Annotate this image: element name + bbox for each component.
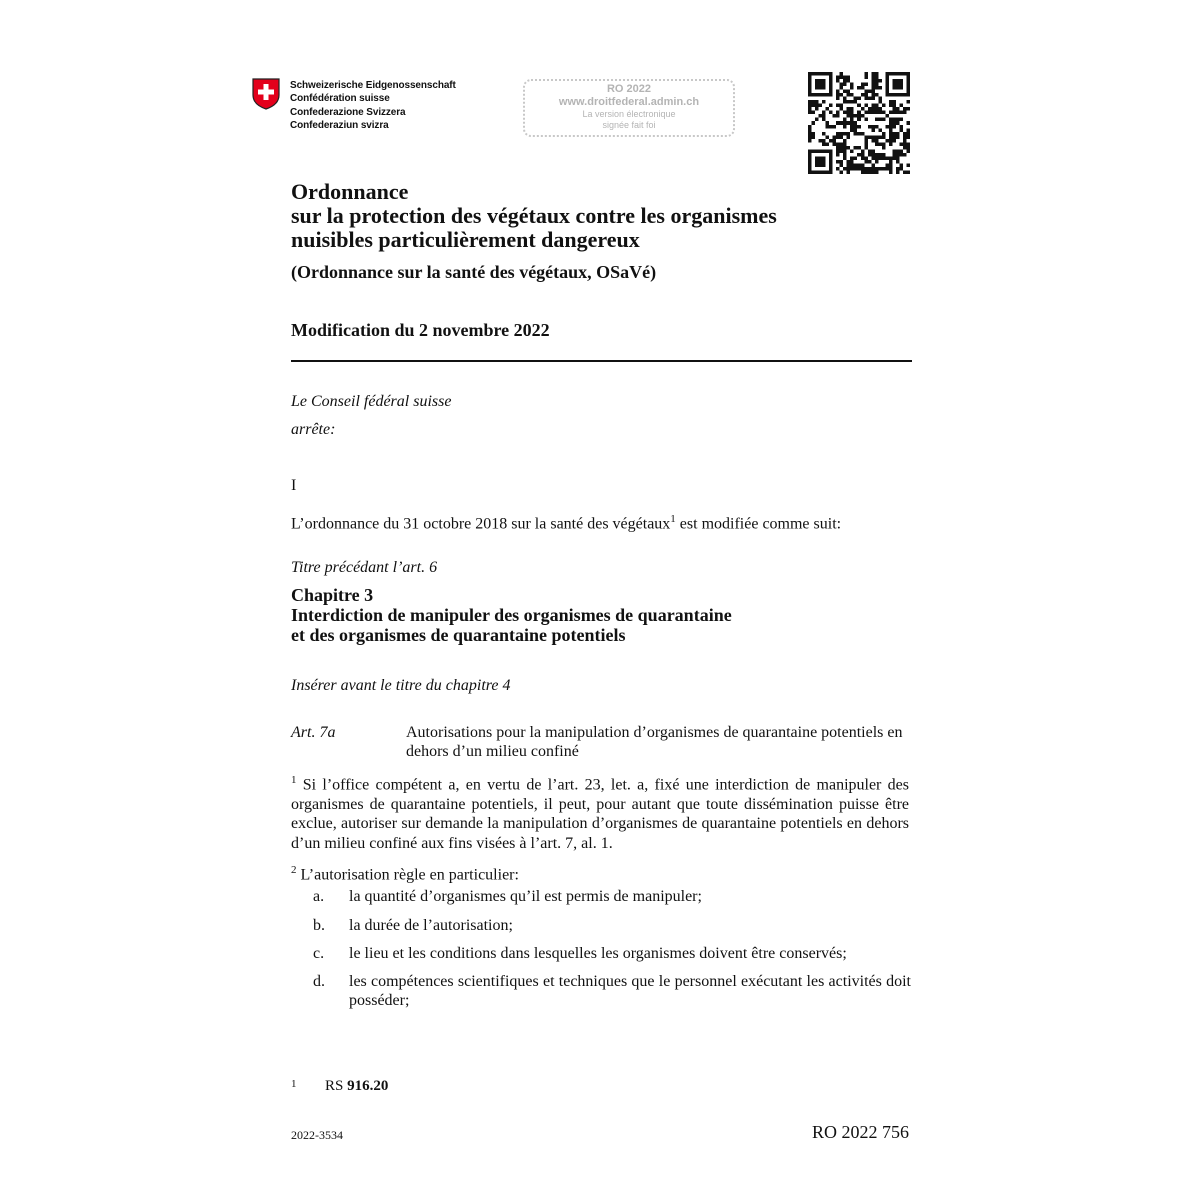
federation-name-fr: Confédération suisse: [290, 93, 390, 105]
title-divider: [291, 360, 912, 362]
modification-date: Modification du 2 novembre 2022: [291, 320, 550, 340]
document-subtitle: (Ordonnance sur la santé des végétaux, OSaVé): [291, 262, 657, 282]
federation-name-rm: Confederaziun svizra: [290, 119, 389, 131]
footnote-prefix: RS: [325, 1078, 348, 1094]
list-item-letter: a.: [313, 888, 325, 905]
paragraph-2-text: L’autorisation règle en particulier:: [300, 866, 519, 884]
stamp-note-1: La version électronique: [582, 109, 676, 119]
official-collection-reference: RO 2022 756: [811, 1122, 909, 1142]
qr-code-icon: [808, 72, 910, 174]
title-line-1: Ordonnance: [291, 179, 409, 204]
intro-text: L’ordonnance du 31 octobre 2018 sur la santé des végétaux: [291, 515, 671, 533]
stamp-url: www.droitfederal.admin.ch: [558, 96, 700, 108]
footnote-number: 1: [291, 1078, 297, 1090]
chapter-number: Chapitre 3: [291, 585, 374, 605]
chapter-title-line-2: et des organismes de quarantaine potentiels: [291, 625, 626, 645]
section-number: I: [291, 477, 297, 494]
list-item-text: la durée de l’autorisation;: [349, 917, 513, 934]
decree-line: arrête:: [291, 421, 336, 438]
paragraph-2-number: 2: [291, 864, 297, 876]
federation-name-de: Schweizerische Eidgenossenschaft: [290, 80, 456, 91]
list-item-text: les compétences scientifiques et techniques que le personnel exécutant les activités doit posséder;: [349, 973, 911, 1009]
council-line: Le Conseil fédéral suisse: [291, 393, 452, 410]
paragraph-1: [291, 771, 909, 853]
article-label: Art. 7a: [291, 724, 336, 741]
stamp-ro: RO 2022: [606, 83, 652, 95]
federation-names: [290, 79, 456, 132]
intro-text-end: est modifiée comme suit:: [675, 515, 842, 533]
title-line-2: sur la protection des végétaux contre les organismes: [291, 203, 777, 228]
paragraph-2: [291, 860, 519, 885]
chapter-title-line-1: Interdiction de manipuler des organismes de quarantaine: [291, 605, 732, 625]
paragraph-1-number: 1: [291, 774, 297, 786]
list-item-letter: b.: [313, 917, 325, 934]
document-title: [291, 180, 777, 252]
swiss-cross-shield-icon: [252, 78, 280, 110]
list-item-text: le lieu et les conditions dans lesquelles les organismes doivent être conservés;: [349, 945, 847, 962]
article-title: Autorisations pour la manipulation d’organismes de quarantaine potentiels en dehors d’un milieu confiné: [406, 724, 903, 760]
list-item-letter: d.: [313, 973, 325, 990]
list-item-letter: c.: [313, 945, 325, 962]
footnote-text: [325, 1078, 388, 1095]
section-intro: [291, 509, 841, 534]
chapter-instruction: Titre précédant l’art. 6: [291, 559, 438, 576]
chapter-heading: [291, 585, 732, 645]
document-number: 2022-3534: [291, 1128, 343, 1142]
list-item-text: la quantité d’organismes qu’il est permis de manipuler;: [349, 888, 702, 905]
insert-instruction: Insérer avant le titre du chapitre 4: [291, 677, 511, 694]
federation-name-it: Confederazione Svizzera: [290, 106, 406, 118]
stamp-note-2: signée fait foi: [602, 120, 656, 130]
paragraph-1-text: Si l’office compétent a, en vertu de l’art. 23, let. a, fixé une interdiction de manipuler des organismes de quarantaine potentiels, il peut, pour autant que toute dissémination puisse être exclue, autoriser sur demande la manipulation d’organismes de quarantaine potentiels en dehors d’un milieu confiné aux fins visées à l’art. 7, al. 1.: [291, 776, 909, 852]
title-line-3: nuisibles particulièrement dangereux: [291, 227, 640, 252]
footnote-ref[interactable]: 1: [670, 513, 676, 525]
electronic-signature-stamp: [523, 79, 735, 137]
footnote-reference: 916.20: [347, 1078, 389, 1094]
